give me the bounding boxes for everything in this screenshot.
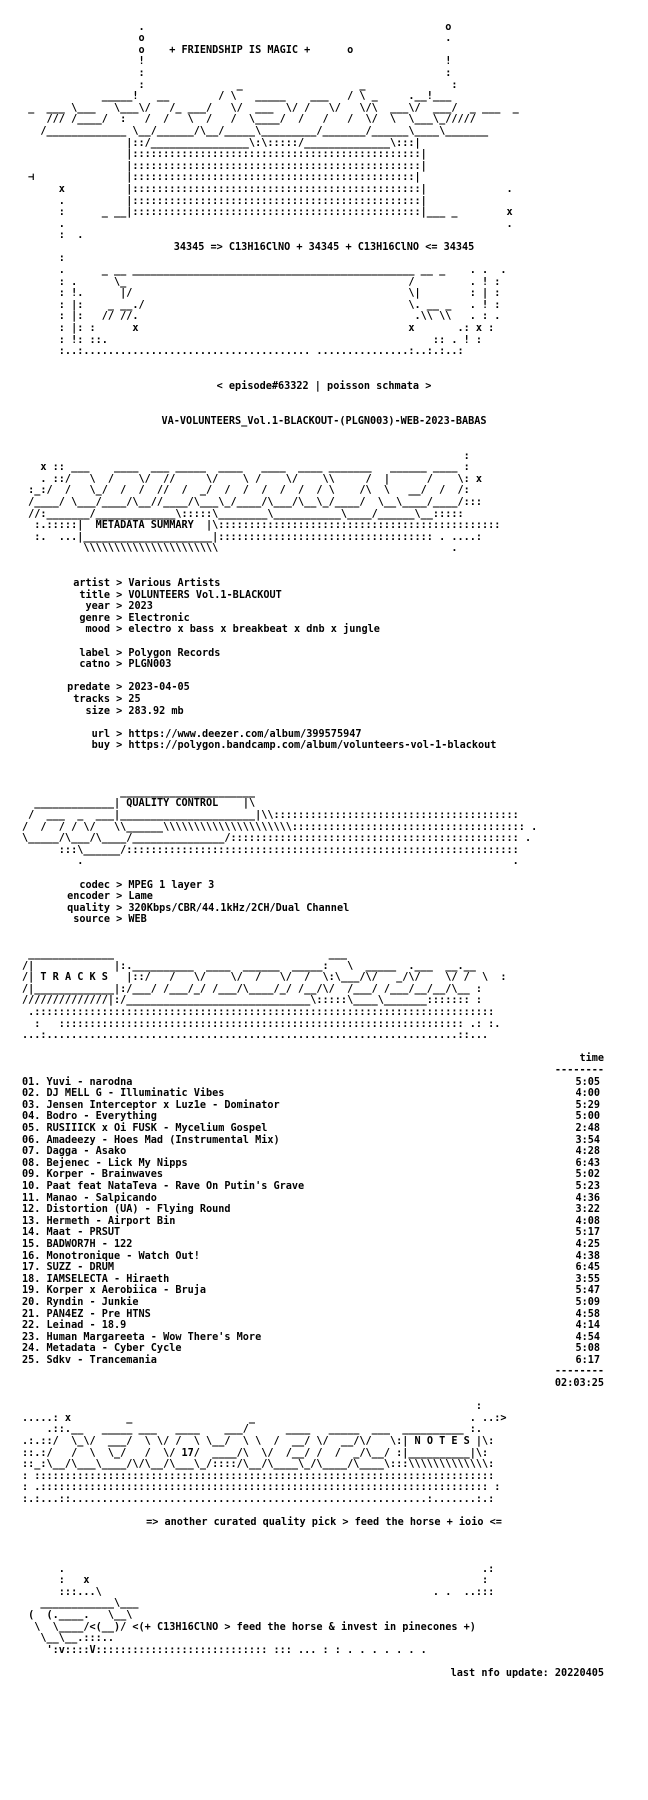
metadata-row-artist: artist > Various Artists bbox=[73, 578, 221, 590]
metadata-row-year: year > 2023 bbox=[85, 601, 153, 613]
notes-text: => another curated quality pick > feed the horse + ioio <= bbox=[146, 1517, 502, 1529]
track-row: 01. Yuvi - narodna 5:05 bbox=[22, 1076, 600, 1088]
deezer-link[interactable]: https://www.deezer.com/album/399575947 bbox=[128, 728, 362, 740]
episode-line: < episode#63322 | poisson schmata > bbox=[216, 381, 432, 392]
metadata-row-catno: catno > PLGN003 bbox=[79, 659, 172, 671]
track-row: 11. Manao - Salpicando 4:36 bbox=[22, 1192, 600, 1204]
track-row: 08. Bejenec - Lick My Nipps 6:43 bbox=[22, 1157, 600, 1169]
tagline: + FRIENDSHIP IS MAGIC + bbox=[169, 44, 311, 56]
metadata-heading: METADATA SUMMARY bbox=[95, 520, 194, 532]
tracks-time-rule-top: -------- bbox=[554, 1065, 604, 1077]
track-row: 06. Amadeezy - Hoes Mad (Instrumental Mix) 3:54 bbox=[22, 1134, 600, 1146]
track-row: 04. Bodro - Everything 5:00 bbox=[22, 1111, 600, 1123]
track-row: 25. Sdkv - Trancemania 6:17 bbox=[22, 1354, 600, 1366]
quality-row-quality: quality > 320Kbps/CBR/44.1kHz/2CH/Dual Channel bbox=[67, 902, 350, 914]
tracks-total-time: 02:03:25 bbox=[554, 1378, 604, 1390]
track-row: 16. Monotronique - Watch Out! 4:38 bbox=[22, 1250, 600, 1262]
quality-row-encoder: encoder > Lame bbox=[67, 891, 153, 903]
track-row: 14. Maat - PRSUT 5:17 bbox=[22, 1227, 600, 1239]
track-row: 17. SUZZ - DRUM 6:45 bbox=[22, 1262, 600, 1274]
track-row: 02. DJ MELL G - Illuminatic Vibes 4:00 bbox=[22, 1088, 600, 1100]
track-row: 18. IAMSELECTA - Hiraeth 3:55 bbox=[22, 1273, 600, 1285]
release-name: VA-VOLUNTEERS_Vol.1-BLACKOUT-(PLGN003)-WEB-2023-BABAS bbox=[161, 415, 487, 427]
track-row: 23. Human Margareeta - Wow There's More 4:54 bbox=[22, 1331, 600, 1343]
bandcamp-link[interactable]: https://polygon.bandcamp.com/album/volunteers-vol-1-blackout bbox=[128, 740, 497, 752]
metadata-row-size: size > 283.92 mb bbox=[85, 705, 184, 717]
footer-ascii-art: . .: : x : :::...\ . . ..::: ____________\___ ( (.____. \__\ \ \____/<(__)/ <(+ C13H16ClNO > feed the horse & invest in pinecones +) \__\__.:::.. ':v::::V:::::::::::::::::::::::::::: ::: ... : : . . . . . . . bbox=[28, 1563, 495, 1656]
tracks-ascii-banner: ______________ ___ /| |:.__________ ____ ______ _____: \ _____ .___ __.__ /| T R A C K S |::/ / \/ \/ / \/ / \:\___/\/ _/\/ \/ / \ : /|_____________|:/___/ /___/_/ /___/\____/_/ /__/\/ /___/ /___/__/__/\__ : //////////////|:/______________________________\:::::\____\_______::::::: : .::::::::::::::::::::::::::::::::::::::::::::::::::::::::::::::::::::::::::: : :::::::::::::::::::::::::::::::::::::::::::::::::::::::::::::::::: .: :. ...:...................................................................::... bbox=[22, 949, 507, 1042]
header-ascii-art-top: . o o . o + FRIENDSHIP IS MAGIC + o ! ! : : : _ _ : _____! __ / \ _____ ___ / \ _ .__!___ _ ___ \___ \___\/ /_ ___/ \/ ___ \/ / \/ \/\ ___\/ ___/ _ ___ _ /// /____/ : / / \ / / \____/ / / / \/ \ \___\_///// /_____________ \__/______/\__/_____\_________/_______/______\____\_______ |::/________________\:\:::::/______________\:::| |:::::::::::::::::::::::::::::::::::::::::::::::| |:::::::::::::::::::::::::::::::::::::::::::::::| ⊣ |::::::::::::::::::::::::::::::::::::::::::::::| x |:::::::::::::::::::::::::::::::::::::::::::::::| . . |:::::::::::::::::::::::::::::::::::::::::::::::| : _ __|:::::::::::::::::::::::::::::::::::::::::::::::|___ _ x . . : . bbox=[28, 21, 519, 242]
metadata-row-mood: mood > electro x bass x breakbeat x dnb x jungle bbox=[85, 624, 380, 636]
footer-slogan: <(+ C13H16ClNO > feed the horse & invest in pinecones +) bbox=[132, 1621, 476, 1633]
quality-heading: QUALITY CONTROL bbox=[126, 798, 219, 810]
metadata-row-predate: predate > 2023-04-05 bbox=[67, 682, 190, 694]
metadata-row-genre: genre > Electronic bbox=[79, 612, 190, 624]
track-row: 09. Korper - Brainwaves 5:02 bbox=[22, 1169, 600, 1181]
header-ascii-art-bottom: : . _ __ ______________________________________________ __ _ . . . : . \_ / . ! : : !. |/ \| : | : : |: _ __./ \. __ _ . ! : : |: // //. .\\ \\ . : . : |: : x x .: x : : !: ::. :: . ! : :..:..................................... ...............:..:.:..: bbox=[58, 253, 507, 358]
track-row: 19. Korper x Aerobiica - Bruja 5:47 bbox=[22, 1285, 600, 1297]
metadata-row-buy: buy > https://polygon.bandcamp.com/album/volunteers-vol-1-blackout bbox=[91, 740, 497, 752]
track-row: 15. BADWOR7H - 122 4:25 bbox=[22, 1238, 600, 1250]
formula-line: 34345 => C13H16ClNO + 34345 + C13H16ClNO <= 34345 bbox=[173, 241, 475, 253]
track-row: 13. Hermeth - Airport Bin 4:08 bbox=[22, 1215, 600, 1227]
track-row: 05. RUSIIICK x Oi FUSK - Mycelium Gospel 2:48 bbox=[22, 1123, 600, 1134]
track-row: 24. Metadata - Cyber Cycle 5:08 bbox=[22, 1343, 600, 1355]
metadata-row-title: title > VOLUNTEERS Vol.1-BLACKOUT bbox=[79, 589, 282, 601]
track-row: 20. Ryndin - Junkie 5:09 bbox=[22, 1296, 600, 1308]
notes-heading: N O T E S bbox=[414, 1436, 470, 1448]
metadata-row-url: url > https://www.deezer.com/album/399575947 bbox=[91, 728, 362, 740]
quality-row-source: source > WEB bbox=[73, 914, 147, 926]
track-row: 10. Paat feat NataTeva - Rave On Putin's Grave 5:23 bbox=[22, 1180, 600, 1192]
tracks-time-rule-bottom: -------- bbox=[554, 1366, 604, 1378]
track-row: 21. PAN4EZ - Pre HTNS 4:58 bbox=[22, 1308, 600, 1320]
tracks-heading: T R A C K S bbox=[40, 972, 108, 984]
last-update: last nfo update: 20220405 bbox=[450, 1667, 604, 1679]
metadata-row-tracks: tracks > 25 bbox=[73, 694, 141, 706]
track-row: 12. Distortion (UA) - Flying Round 3:22 bbox=[22, 1204, 600, 1216]
metadata-ascii-banner: : x :: ___ ____ ___ _____ ____ ____ ____ _______ ______ ____ : . ::/ \ / \/ // \/ \ / \/ \\ / | / \: x :_:/ / \_/ / / // / _/ / / / / / / \ /\ \ __/ / /: /____/ \___/____/\__//____/\___\_/____/\___/\__\_/____/ \__\____/____/::: //:_______/_____________\:::::\________\___________\____/______\__::::: :.:::::| METADATA SUMMARY |\:::::::::::::::::::::::::::::::::::::::::::::: :. ...|_____________________|::::::::::::::::::::::::::::::::::: . ....: \\\\\\\\\\\\\\\\\\\\\\ . bbox=[28, 450, 501, 555]
tracks-time-header: time bbox=[579, 1053, 604, 1065]
track-list bbox=[22, 1077, 648, 1367]
notes-ascii-banner: : .....: x _ _ . ..:> .::.__ _____ ___ ____ ___/ ____ _____ ___ __________ :. .:.::/ \_\/ ___/ \ \/ / \ \__/ \ \ / __/ \/ __/\/ \:| N O T E S |\: ::.:/ / \ \_/ / \/ 17/ ____/\ \/ /__/ / / _/\__/ :|__________|\: ::_:\__/\___\____/\/\__/\___\_/::::/\__/\____\_/\____/\____\:::\\\\\\\\\\\\\: : ::::::::::::::::::::::::::::::::::::::::::::::::::::::::::::::::::::::::::: : .::::::::::::::::::::::::::::::::::::::::::::::::::::::::::::::::::::::::: : :.:...::..........................................................:.......:.: bbox=[22, 1401, 507, 1505]
track-row: 03. Jensen Interceptor x Luz1e - Dominator 5:29 bbox=[22, 1099, 600, 1111]
quality-ascii-banner: ______________________ _____________| QUALITY CONTROL |\ / ___ _ ___|______________________|\\:::::::::::::::::::::::::::::::::::::::: / / / / \/ \\______\\\\\\\\\\\\\\\\\\\\\:::::::::::::::::::::::::::::::::::::: . \_____/\___/\____/_______________/::::::::::::::::::::::::::::::::::::::::::::::: . :::\______/:::::::::::::::::::::::::::::::::::::::::::::::::::::::::::::::: . . bbox=[22, 786, 538, 868]
track-row: 22. Leinad - 18.9 4:14 bbox=[22, 1320, 600, 1332]
track-row: 07. Dagga - Asako 4:28 bbox=[22, 1146, 600, 1158]
metadata-row-label: label > Polygon Records bbox=[79, 647, 221, 659]
quality-row-codec: codec > MPEG 1 layer 3 bbox=[79, 879, 215, 891]
